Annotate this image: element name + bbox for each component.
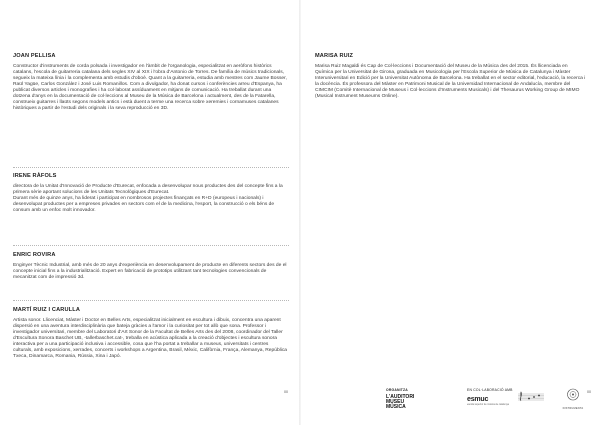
- logo-line: MUSEU: [386, 399, 405, 406]
- bio-marisa-ruiz: [315, 53, 587, 100]
- bio-name: IRENE RÀFOLS: [13, 173, 57, 179]
- divider: [13, 300, 289, 301]
- divider: [13, 245, 289, 246]
- instrumenta-emblem-icon: [558, 388, 588, 401]
- bio-text: Enginyer Tècnic Industrial, amb més de 20 anys d'experiència en desenvolupament de producte en diferents sectors des de el concepte inicial fins a la industrialització. Expert en fabricació de prototips utilitzant tant tecnologies convencionals de mecanitzat com de impressió 3d.: [13, 263, 287, 281]
- bio-joan-pellisa: [13, 53, 289, 112]
- collaboracio-label: EN COL·LABORACIÓ AMB: [467, 388, 513, 392]
- bio-enric-rovira: [13, 252, 289, 281]
- esmuc-subtitle: escola superior de música de catalunya: [467, 403, 509, 406]
- page-number: 00: [284, 390, 288, 394]
- page-number: 00: [587, 390, 591, 394]
- bio-name: MARISA RUIZ: [315, 53, 354, 59]
- bio-text: Constructor d'instruments de corda polsada i investigador en l'àmbit de l'organologia, especialitzat en aeròfons històrics catalans, l'escola de guitarreria catalana dels segles XIV al XIX i l'obra d'Antonio de Torres. De família de músics tradicionals, segueix la mateixa línia i la complementa amb estudis d'oboè. Quant a la guitarreria, estudia amb mestres com Jaume Bosser, Raül Yagüe, Carlos González i José Luis Romanillos. Com a divulgador, ha donat cursos i conferències arreu d'Espanya, ha publicat diversos articles i monografies i ha col·laborat assíduament en mitjans de comunicació. Ha treballat durant una dotzena d'anys en la documentació de col·leccions al Museu de la Música de Barcelona i actualment, des de la Fatarella, construeix guitarres i llaüts segons models antics i està duent a terme una recerca sobre xeremies i cornamuses catalanes històriques a partir de l'estudi dels originals i la seva reproducció en 3D.: [13, 64, 287, 112]
- esmuc-logo: [467, 396, 509, 406]
- bio-name: MARTÍ RUIZ I CARULLA: [13, 307, 81, 313]
- bio-marti-ruiz: [13, 307, 289, 360]
- esmuc-wordmark: esmuc: [467, 396, 489, 403]
- music-staff-icon: [517, 390, 545, 404]
- logo-line: MÚSICA: [386, 404, 406, 411]
- logo-line: L'AUDITORI: [386, 394, 415, 400]
- music-staff-logo: [517, 390, 545, 404]
- instrumenta-logo: [558, 388, 588, 410]
- organitza-label: ORGANITZA: [386, 388, 408, 392]
- bio-irene-rafols: [13, 173, 289, 214]
- bio-name: JOAN PELLISA: [13, 53, 56, 59]
- bio-text: Artista sonor. Llicenciat, Màster i Doctor en Belles Arts, especialitzat inicialment en escultura i dibuix, concentra una aparent dispersió en una aventura interdisciplinària que bateja gràcies a l'amor i la curiositat per tot allò que sona. Professor i investigador universitari, membre del Laboratori d'Art Sonor de la Facultat de Belles Arts des del 2008, coordinador del Taller d'Escultura Sonora Baschet UB, -tallerbaschet.cat-, treballa en acústica aplicada a la creació d'objectes i escultura sonora interactiva per a una participació inclusiva i accessible, cosa que l'ha portat a treballar a museus, universitats i centres culturals, amb exposicions, xerrades, concerts i workshops a Argentina, Brasil, Mèxic, Califòrnia, França, Alemanya, República Txeca, Dinamarca, Romania, Rússia, Xina i Japó.: [13, 318, 287, 360]
- divider: [13, 167, 289, 168]
- bio-text: Marisa Ruiz Magaldi és Cap de Col·leccions i Documentació del Museu de la Música des del 2015. És llicenciada en Química per la Universitat de Girona, graduada en Musicologia per l'Escola Superior de Música de Catalunya i Màster Interuniversitari en Edició per la Universitat Autònoma de Barcelona. Ha treballat en el sector editorial, l'educació, la recerca i la docència. És professora del Màster en Patrimoni Musical de la Universidad Internacional de Andalucía, membre del CIMCIM (Comitè Internacional de Museus i Col·leccions d'Instruments Musicals) i del Thesaurus Working Group de MIMO (Musical Instrument Museums Online).: [315, 64, 586, 100]
- auditori-museu-musica-logo: [386, 395, 414, 411]
- bio-text: directora de la Unitat d'Innovació de Producte d'Eurecat, enfocada a desenvolupar nous productes des del concepte fins a la primera sèrie aportant solucions de les Unitats Tecnològiques d'Eurecat. Durant més de quinze anys, ha liderat i participat en nombrosos projectes finançats en R+D (europeus i nacionals) i desenvolupat productes per a empreses privades en sectors com el de la medicina, l'esport, la construcció o els béns de consum amb un enfoc molt innovador.: [13, 184, 283, 214]
- instrumenta-wordmark: INSTRUMENTA: [562, 407, 584, 410]
- right-page: [300, 0, 600, 425]
- bio-name: ENRIC ROVIRA: [13, 252, 56, 258]
